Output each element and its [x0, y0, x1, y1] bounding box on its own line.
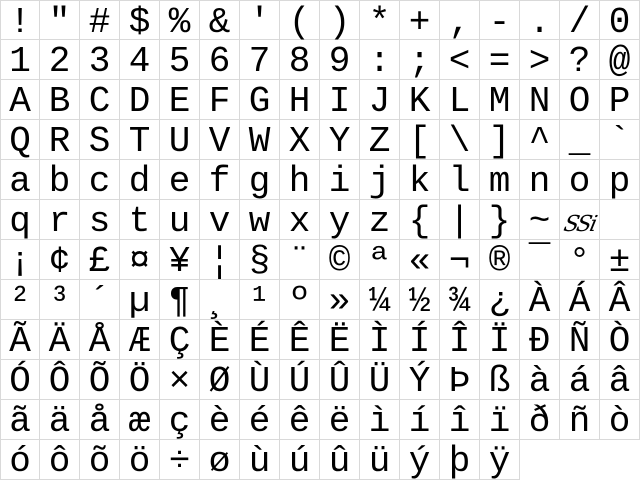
glyph-cell[interactable]: Å	[80, 320, 120, 360]
glyph-cell[interactable]: <	[440, 40, 480, 80]
glyph-cell[interactable]: 0	[600, 0, 640, 40]
glyph-cell[interactable]: ×	[160, 360, 200, 400]
glyph-cell[interactable]: |	[440, 200, 480, 240]
glyph-cell[interactable]: >	[520, 40, 560, 80]
glyph-cell[interactable]: Þ	[440, 360, 480, 400]
glyph-cell[interactable]: (	[280, 0, 320, 40]
glyph-cell[interactable]: "	[40, 0, 80, 40]
glyph-cell[interactable]: H	[280, 80, 320, 120]
glyph-cell[interactable]: ô	[40, 440, 80, 480]
glyph-cell[interactable]: r	[40, 200, 80, 240]
glyph-cell[interactable]: Ï	[480, 320, 520, 360]
glyph-cell[interactable]: w	[240, 200, 280, 240]
glyph-cell[interactable]: 4	[120, 40, 160, 80]
glyph-cell[interactable]: ð	[520, 400, 560, 440]
glyph-cell[interactable]: g	[240, 160, 280, 200]
glyph-cell[interactable]: Ø	[200, 360, 240, 400]
glyph-cell[interactable]: ¿	[480, 280, 520, 320]
glyph-cell[interactable]: F	[200, 80, 240, 120]
glyph-cell[interactable]: Ô	[40, 360, 80, 400]
glyph-cell[interactable]: b	[40, 160, 80, 200]
glyph-cell[interactable]: c	[80, 160, 120, 200]
glyph-cell[interactable]: =	[480, 40, 520, 80]
glyph-cell[interactable]: 9	[320, 40, 360, 80]
glyph-cell[interactable]: ¯	[520, 240, 560, 280]
glyph-cell[interactable]: A	[0, 80, 40, 120]
glyph-cell[interactable]: â	[600, 360, 640, 400]
glyph-cell[interactable]: h	[280, 160, 320, 200]
glyph-cell[interactable]: §	[240, 240, 280, 280]
glyph-cell[interactable]: ®	[480, 240, 520, 280]
glyph-cell[interactable]: Î	[440, 320, 480, 360]
glyph-cell[interactable]: $	[120, 0, 160, 40]
ssi-logo-glyph-cell[interactable]	[560, 200, 600, 240]
glyph-cell[interactable]: J	[360, 80, 400, 120]
glyph-cell[interactable]: 5	[160, 40, 200, 80]
glyph-cell[interactable]: Y	[320, 120, 360, 160]
glyph-cell[interactable]: Ö	[120, 360, 160, 400]
glyph-cell[interactable]: û	[320, 440, 360, 480]
glyph-cell[interactable]: Â	[600, 280, 640, 320]
glyph-cell[interactable]: Ñ	[560, 320, 600, 360]
glyph-cell[interactable]: £	[80, 240, 120, 280]
glyph-cell[interactable]: Z	[360, 120, 400, 160]
glyph-cell[interactable]: G	[240, 80, 280, 120]
glyph-cell[interactable]: ë	[320, 400, 360, 440]
glyph-cell[interactable]: @	[600, 40, 640, 80]
glyph-cell[interactable]: :	[360, 40, 400, 80]
glyph-cell[interactable]: W	[240, 120, 280, 160]
glyph-cell[interactable]: ÷	[160, 440, 200, 480]
glyph-cell[interactable]: ¶	[160, 280, 200, 320]
glyph-cell[interactable]: d	[120, 160, 160, 200]
glyph-cell[interactable]: Ê	[280, 320, 320, 360]
glyph-cell[interactable]: m	[480, 160, 520, 200]
glyph-cell[interactable]: ¬	[440, 240, 480, 280]
glyph-cell[interactable]: p	[600, 160, 640, 200]
glyph-cell[interactable]: ý	[400, 440, 440, 480]
glyph-cell[interactable]: s	[80, 200, 120, 240]
glyph-cell[interactable]: Ú	[280, 360, 320, 400]
glyph-cell[interactable]: S	[80, 120, 120, 160]
glyph-cell[interactable]: V	[200, 120, 240, 160]
glyph-cell[interactable]: µ	[120, 280, 160, 320]
glyph-cell[interactable]: Ù	[240, 360, 280, 400]
glyph-cell[interactable]: X	[280, 120, 320, 160]
glyph-cell[interactable]: ø	[200, 440, 240, 480]
glyph-cell[interactable]: e	[160, 160, 200, 200]
empty-cell	[600, 200, 640, 240]
glyph-cell[interactable]: }	[480, 200, 520, 240]
glyph-cell[interactable]: I	[320, 80, 360, 120]
glyph-cell[interactable]: ±	[600, 240, 640, 280]
glyph-cell[interactable]: ¤	[120, 240, 160, 280]
glyph-cell[interactable]: °	[560, 240, 600, 280]
glyph-cell[interactable]: v	[200, 200, 240, 240]
glyph-cell[interactable]: ¦	[200, 240, 240, 280]
glyph-cell[interactable]: º	[280, 280, 320, 320]
glyph-cell[interactable]: É	[240, 320, 280, 360]
glyph-cell[interactable]: ³	[40, 280, 80, 320]
glyph-cell[interactable]: Ò	[600, 320, 640, 360]
glyph-cell[interactable]: +	[400, 0, 440, 40]
glyph-cell[interactable]: È	[200, 320, 240, 360]
glyph-cell[interactable]: x	[280, 200, 320, 240]
glyph-cell[interactable]: k	[400, 160, 440, 200]
glyph-cell[interactable]: O	[560, 80, 600, 120]
glyph-cell[interactable]: Ü	[360, 360, 400, 400]
glyph-cell[interactable]: Á	[560, 280, 600, 320]
glyph-cell[interactable]: ç	[160, 400, 200, 440]
glyph-cell[interactable]: D	[120, 80, 160, 120]
glyph-cell[interactable]: !	[0, 0, 40, 40]
glyph-cell[interactable]: Õ	[80, 360, 120, 400]
glyph-cell[interactable]: ]	[480, 120, 520, 160]
glyph-cell[interactable]: ó	[0, 440, 40, 480]
glyph-cell[interactable]: z	[360, 200, 400, 240]
glyph-cell[interactable]: ,	[440, 0, 480, 40]
glyph-cell[interactable]: î	[440, 400, 480, 440]
ssi-logo-icon: SSi	[561, 212, 598, 237]
glyph-cell[interactable]: ÿ	[480, 440, 520, 480]
glyph-cell[interactable]: Ä	[40, 320, 80, 360]
glyph-cell[interactable]: R	[40, 120, 80, 160]
glyph-cell[interactable]: ¾	[440, 280, 480, 320]
glyph-cell[interactable]: *	[360, 0, 400, 40]
glyph-cell[interactable]: f	[200, 160, 240, 200]
glyph-cell[interactable]: t	[120, 200, 160, 240]
glyph-cell[interactable]: [	[400, 120, 440, 160]
glyph-cell[interactable]: æ	[120, 400, 160, 440]
glyph-cell[interactable]: .	[520, 0, 560, 40]
glyph-cell[interactable]: %	[160, 0, 200, 40]
glyph-cell[interactable]: ß	[480, 360, 520, 400]
glyph-cell[interactable]: ê	[280, 400, 320, 440]
glyph-cell[interactable]: E	[160, 80, 200, 120]
glyph-cell[interactable]: «	[400, 240, 440, 280]
glyph-cell[interactable]: \	[440, 120, 480, 160]
glyph-cell[interactable]: i	[320, 160, 360, 200]
glyph-cell[interactable]: ¹	[240, 280, 280, 320]
glyph-cell[interactable]: ù	[240, 440, 280, 480]
glyph-cell[interactable]: P	[600, 80, 640, 120]
glyph-cell[interactable]: ¸	[200, 280, 240, 320]
glyph-cell[interactable]: ¼	[360, 280, 400, 320]
glyph-cell[interactable]: ñ	[560, 400, 600, 440]
glyph-cell[interactable]: Û	[320, 360, 360, 400]
glyph-cell[interactable]: ½	[400, 280, 440, 320]
glyph-cell[interactable]: ï	[480, 400, 520, 440]
glyph-cell[interactable]: ü	[360, 440, 400, 480]
glyph-cell[interactable]: l	[440, 160, 480, 200]
glyph-cell[interactable]: n	[520, 160, 560, 200]
glyph-cell[interactable]: Ç	[160, 320, 200, 360]
glyph-cell[interactable]: 8	[280, 40, 320, 80]
glyph-cell[interactable]: {	[400, 200, 440, 240]
glyph-cell[interactable]: þ	[440, 440, 480, 480]
glyph-cell[interactable]: ¡	[0, 240, 40, 280]
glyph-cell[interactable]: å	[80, 400, 120, 440]
glyph-cell[interactable]: Ý	[400, 360, 440, 400]
glyph-cell[interactable]: `	[600, 120, 640, 160]
glyph-cell[interactable]: u	[160, 200, 200, 240]
glyph-cell[interactable]: o	[560, 160, 600, 200]
glyph-cell[interactable]: N	[520, 80, 560, 120]
glyph-cell[interactable]: )	[320, 0, 360, 40]
glyph-cell[interactable]: á	[560, 360, 600, 400]
glyph-cell[interactable]: _	[560, 120, 600, 160]
glyph-cell[interactable]: M	[480, 80, 520, 120]
glyph-cell[interactable]: 1	[0, 40, 40, 80]
glyph-cell[interactable]: à	[520, 360, 560, 400]
glyph-cell[interactable]: Ó	[0, 360, 40, 400]
glyph-cell[interactable]: U	[160, 120, 200, 160]
glyph-cell[interactable]: #	[80, 0, 120, 40]
glyph-cell[interactable]: ´	[80, 280, 120, 320]
glyph-cell[interactable]: ²	[0, 280, 40, 320]
glyph-cell[interactable]: õ	[80, 440, 120, 480]
glyph-cell[interactable]: ;	[400, 40, 440, 80]
glyph-cell[interactable]: ¥	[160, 240, 200, 280]
glyph-cell[interactable]: À	[520, 280, 560, 320]
glyph-cell[interactable]: Ì	[360, 320, 400, 360]
glyph-cell[interactable]: y	[320, 200, 360, 240]
glyph-cell[interactable]: '	[240, 0, 280, 40]
glyph-cell[interactable]: Ð	[520, 320, 560, 360]
glyph-cell[interactable]: ì	[360, 400, 400, 440]
glyph-cell[interactable]: L	[440, 80, 480, 120]
glyph-cell[interactable]: Æ	[120, 320, 160, 360]
glyph-cell[interactable]: q	[0, 200, 40, 240]
glyph-cell[interactable]: 6	[200, 40, 240, 80]
glyph-cell[interactable]: -	[480, 0, 520, 40]
glyph-cell[interactable]: &	[200, 0, 240, 40]
glyph-cell[interactable]: K	[400, 80, 440, 120]
glyph-cell[interactable]: ^	[520, 120, 560, 160]
glyph-cell[interactable]: »	[320, 280, 360, 320]
glyph-cell[interactable]: é	[240, 400, 280, 440]
glyph-cell[interactable]: j	[360, 160, 400, 200]
glyph-cell[interactable]: a	[0, 160, 40, 200]
glyph-cell[interactable]: ?	[560, 40, 600, 80]
glyph-cell[interactable]: í	[400, 400, 440, 440]
glyph-cell[interactable]: ©	[320, 240, 360, 280]
glyph-cell[interactable]: Í	[400, 320, 440, 360]
glyph-cell[interactable]: 7	[240, 40, 280, 80]
glyph-cell[interactable]: ú	[280, 440, 320, 480]
glyph-cell[interactable]: 3	[80, 40, 120, 80]
glyph-cell[interactable]: /	[560, 0, 600, 40]
glyph-cell[interactable]: ~	[520, 200, 560, 240]
glyph-cell[interactable]: ¨	[280, 240, 320, 280]
glyph-cell[interactable]: ò	[600, 400, 640, 440]
glyph-cell[interactable]: è	[200, 400, 240, 440]
glyph-cell[interactable]: Ã	[0, 320, 40, 360]
glyph-cell[interactable]: T	[120, 120, 160, 160]
glyph-cell[interactable]: ä	[40, 400, 80, 440]
glyph-cell[interactable]: B	[40, 80, 80, 120]
glyph-cell[interactable]: Ë	[320, 320, 360, 360]
glyph-cell[interactable]: ¢	[40, 240, 80, 280]
glyph-cell[interactable]: 2	[40, 40, 80, 80]
glyph-cell[interactable]: ã	[0, 400, 40, 440]
glyph-cell[interactable]: ª	[360, 240, 400, 280]
glyph-cell[interactable]: Q	[0, 120, 40, 160]
glyph-cell[interactable]: ö	[120, 440, 160, 480]
glyph-cell[interactable]: C	[80, 80, 120, 120]
